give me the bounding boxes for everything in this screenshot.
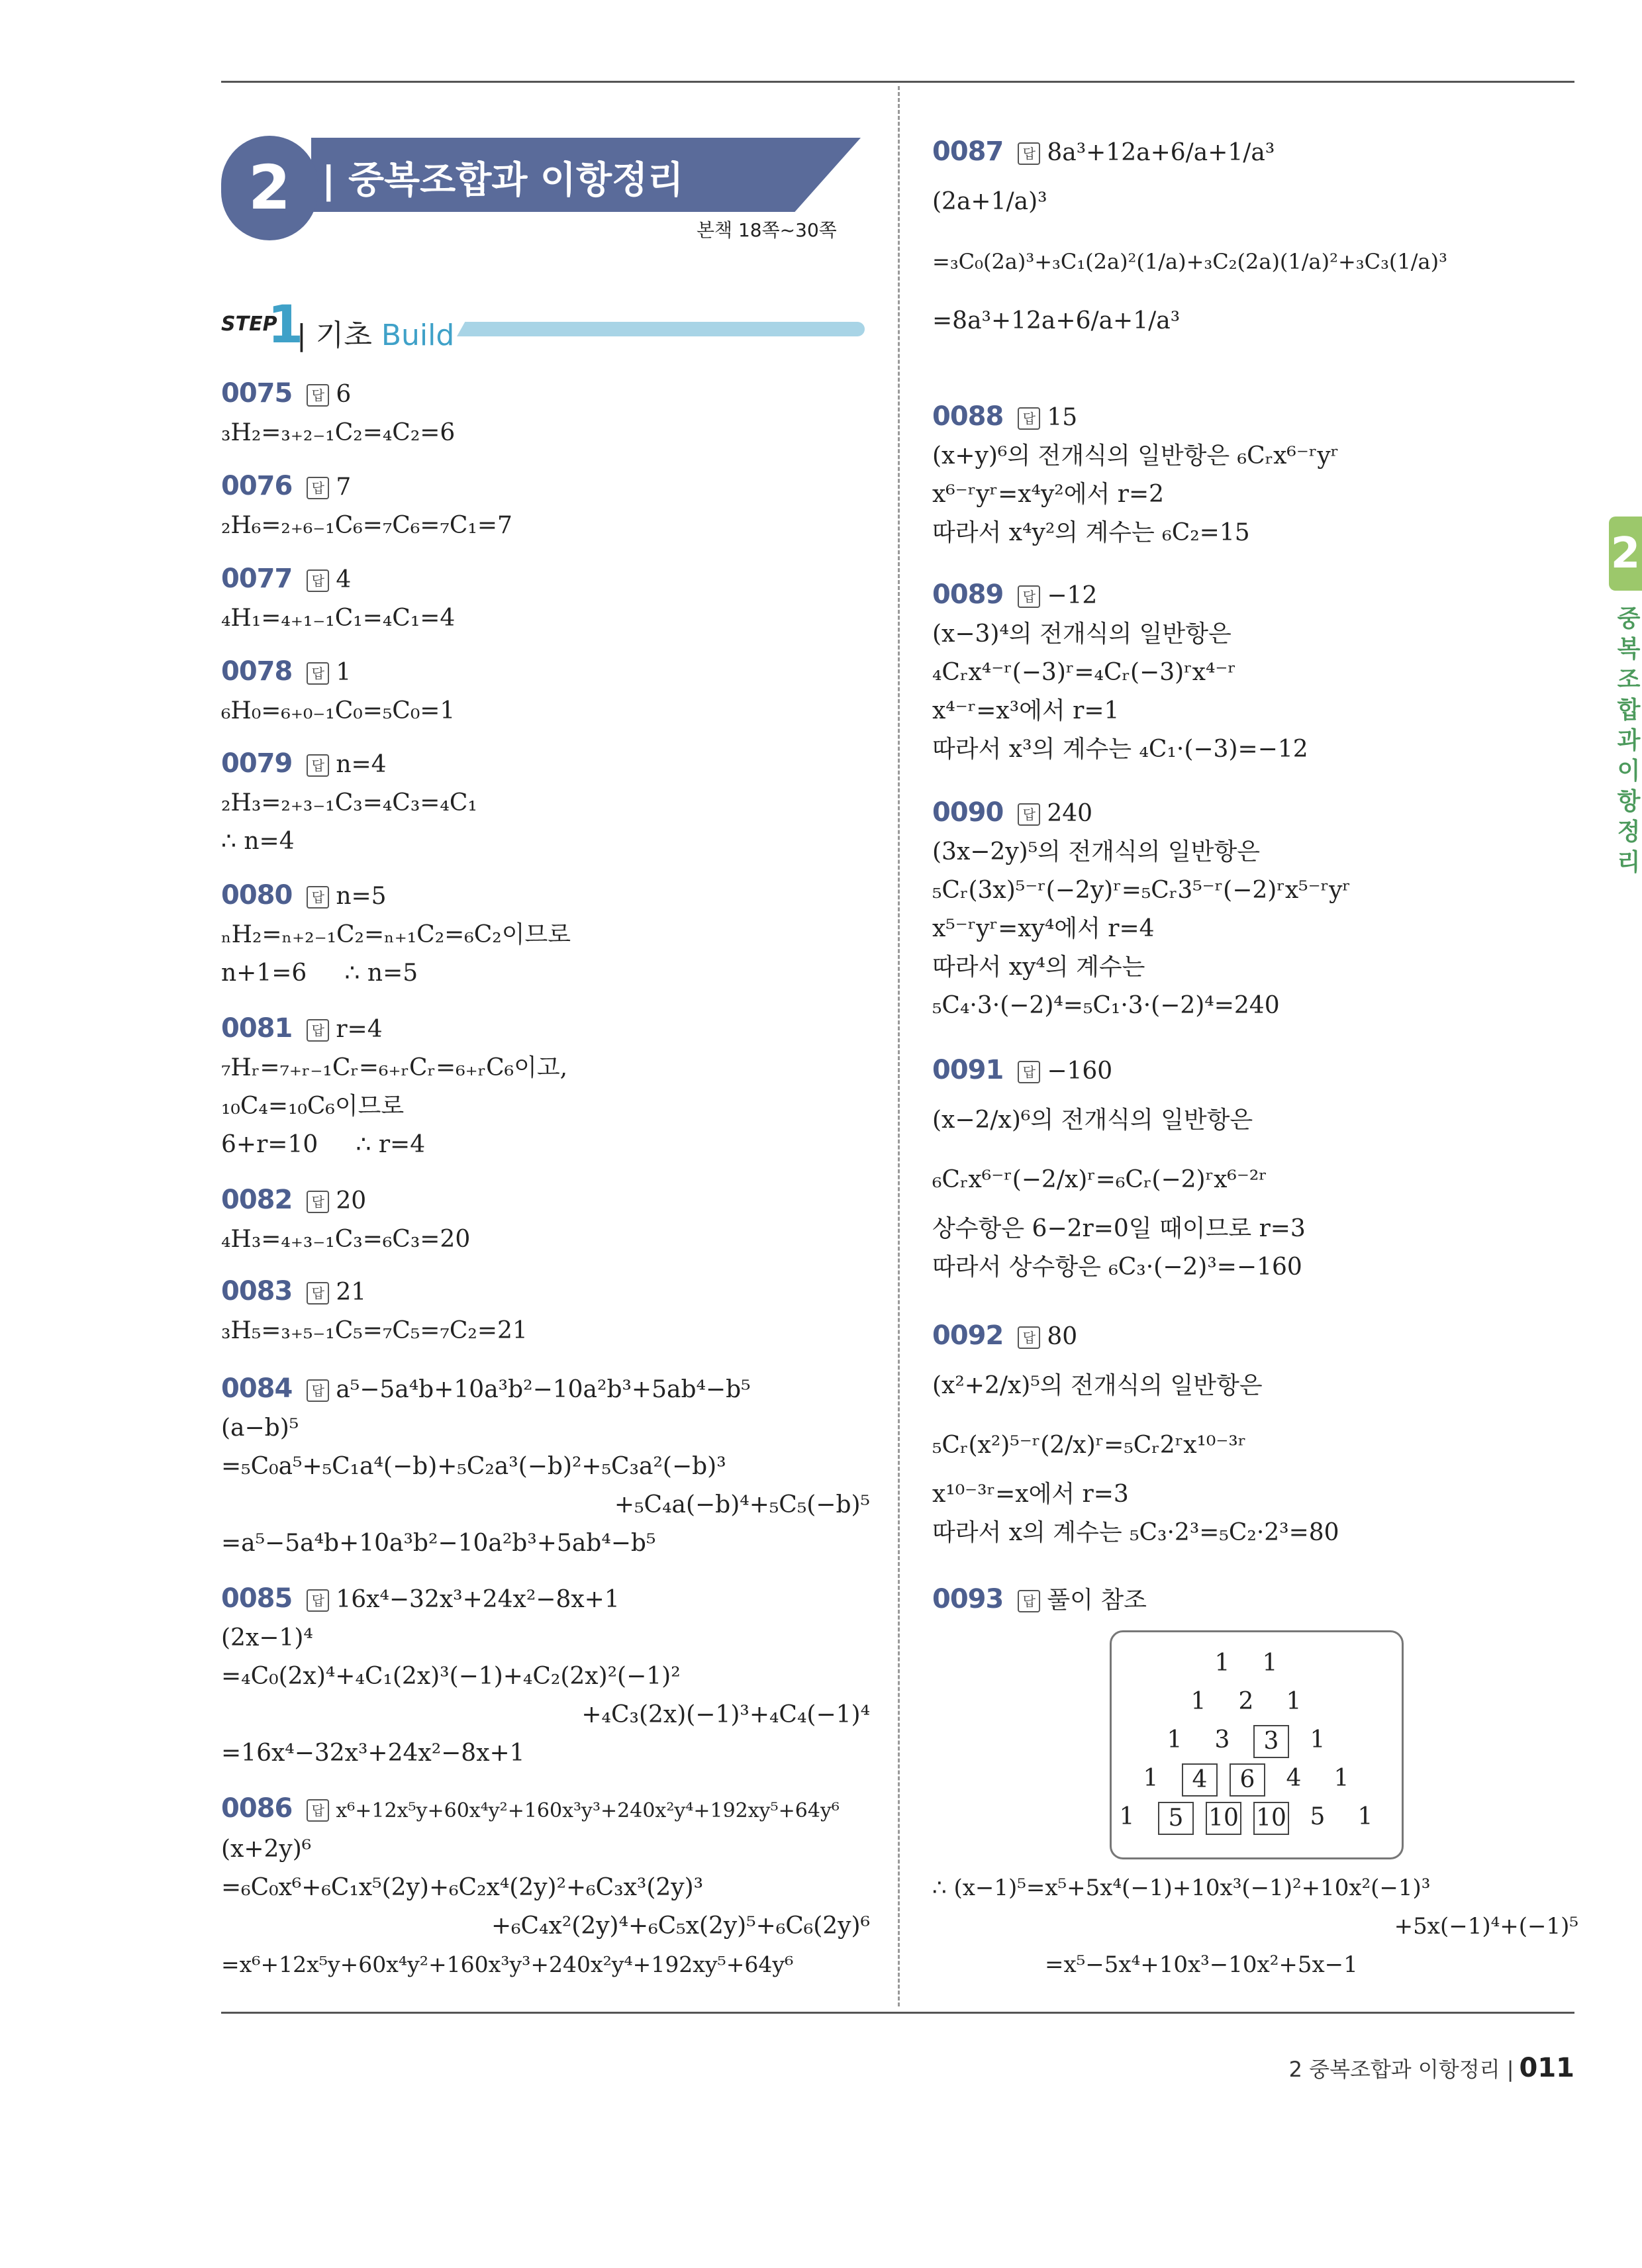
problem-answer: 풀이 참조 bbox=[1047, 1587, 1147, 1614]
step-title-kr: | 기초 bbox=[297, 319, 381, 352]
bottom-rule bbox=[221, 2012, 1574, 2014]
problem-answer: 21 bbox=[336, 1279, 367, 1306]
solution-line: 따라서 xy⁴의 계수는 bbox=[932, 954, 1145, 981]
solution-line: (x−3)⁴의 전개식의 일반항은 bbox=[932, 620, 1232, 648]
problem-0087 bbox=[932, 132, 1528, 351]
answer-icon: 답 bbox=[1018, 1326, 1040, 1349]
page-footer bbox=[1289, 2053, 1574, 2083]
solution-line: =16x⁴−32x³+24x²−8x+1 bbox=[221, 1740, 525, 1767]
problem-0079 bbox=[221, 744, 477, 861]
chapter-side-text: 중복조합과 이항정리 bbox=[1617, 605, 1641, 876]
problem-number: 0089 bbox=[932, 579, 1004, 610]
problem-answer: −160 bbox=[1047, 1058, 1113, 1085]
pascal-cell: 1 bbox=[1310, 1726, 1326, 1753]
pascal-triangle bbox=[1110, 1630, 1404, 1859]
answer-icon: 답 bbox=[1018, 142, 1040, 165]
answer-icon: 답 bbox=[307, 1191, 329, 1213]
pascal-cell: 2 bbox=[1238, 1688, 1254, 1715]
problem-answer: 20 bbox=[336, 1187, 367, 1214]
solution-line: +₅C₄a(−b)⁴+₅C₅(−b)⁵ bbox=[614, 1491, 870, 1518]
problem-number: 0082 bbox=[221, 1185, 293, 1215]
pascal-cell: 1 bbox=[1143, 1765, 1159, 1792]
solution-line: x¹⁰⁻³ʳ=x에서 r=3 bbox=[932, 1481, 1129, 1508]
solution-line: +₄C₃(2x)(−1)³+₄C₄(−1)⁴ bbox=[581, 1701, 870, 1728]
problem-0089 bbox=[932, 575, 1308, 769]
answer-icon: 답 bbox=[307, 754, 329, 777]
solution-line: 상수항은 6−2r=0일 때이므로 r=3 bbox=[932, 1215, 1306, 1242]
problem-number: 0085 bbox=[221, 1583, 293, 1614]
problem-0086 bbox=[221, 1789, 870, 1984]
solution-line: ₄H₁=₄₊₁₋₁C₁=₄C₁=4 bbox=[221, 605, 456, 632]
solution-line: ₆H₀=₆₊₀₋₁C₀=₅C₀=1 bbox=[221, 697, 456, 724]
solution-line: (x−2/x)⁶의 전개식의 일반항은 bbox=[932, 1107, 1253, 1134]
column-divider bbox=[898, 86, 900, 2006]
pascal-cell: 3 bbox=[1214, 1726, 1230, 1753]
problem-number: 0091 bbox=[932, 1055, 1004, 1085]
chapter-number: 2 bbox=[221, 136, 318, 240]
problem-0081 bbox=[221, 1009, 567, 1164]
solution-line: ₄H₃=₄₊₃₋₁C₃=₆C₃=20 bbox=[221, 1226, 471, 1253]
pascal-cell: 1 bbox=[1214, 1650, 1230, 1677]
solution-line: 따라서 x³의 계수는 ₄C₁·(−3)=−12 bbox=[932, 736, 1308, 763]
pascal-cell: 1 bbox=[1190, 1688, 1206, 1715]
solution-line: (x²+2/x)⁵의 전개식의 일반항은 bbox=[932, 1372, 1263, 1399]
answer-icon: 답 bbox=[307, 384, 329, 407]
answer-icon: 답 bbox=[307, 1282, 329, 1305]
problem-0092 bbox=[932, 1316, 1339, 1552]
solution-line: ₅C₄·3·(−2)⁴=₅C₁·3·(−2)⁴=240 bbox=[932, 992, 1280, 1019]
pascal-cell: 1 bbox=[1262, 1650, 1278, 1677]
pascal-cell-boxed: 3 bbox=[1253, 1725, 1289, 1758]
problem-answer: r=4 bbox=[336, 1016, 383, 1043]
problem-number: 0075 bbox=[221, 378, 293, 409]
solution-line: (2x−1)⁴ bbox=[221, 1624, 313, 1652]
problem-0082 bbox=[221, 1181, 470, 1259]
pascal-cell-boxed: 10 bbox=[1253, 1802, 1289, 1835]
solution-line: (a−b)⁵ bbox=[221, 1414, 299, 1442]
problem-answer: a⁵−5a⁴b+10a³b²−10a²b³+5ab⁴−b⁵ bbox=[336, 1376, 751, 1403]
answer-icon: 답 bbox=[307, 1589, 329, 1612]
pascal-cell: 1 bbox=[1357, 1803, 1373, 1830]
problem-number: 0087 bbox=[932, 136, 1004, 167]
problem-answer: 80 bbox=[1047, 1323, 1078, 1350]
solution-line: ₂H₆=₂₊₆₋₁C₆=₇C₆=₇C₁=7 bbox=[221, 512, 512, 539]
pascal-cell-boxed: 5 bbox=[1158, 1802, 1194, 1835]
problem-answer: 15 bbox=[1047, 404, 1078, 431]
pascal-cell: 1 bbox=[1167, 1726, 1183, 1753]
answer-icon: 답 bbox=[1018, 585, 1040, 608]
pascal-cell: 5 bbox=[1310, 1803, 1326, 1830]
chapter-reference: 본책 18쪽~30쪽 bbox=[697, 219, 837, 241]
problem-answer: x⁶+12x⁵y+60x⁴y²+160x³y³+240x²y⁴+192xy⁵+64y⁶ bbox=[336, 1799, 840, 1822]
problem-answer: 4 bbox=[336, 566, 352, 593]
problem-number: 0083 bbox=[221, 1276, 293, 1307]
chapter-title: | 중복조합과 이항정리 bbox=[322, 159, 684, 202]
problem-0076 bbox=[221, 467, 512, 545]
problem-number: 0081 bbox=[221, 1013, 293, 1044]
solution-line: 따라서 x⁴y²의 계수는 ₆C₂=15 bbox=[932, 519, 1250, 546]
solution-line: ₁₀C₄=₁₀C₆이므로 bbox=[221, 1093, 405, 1120]
problem-0091 bbox=[932, 1051, 1306, 1287]
pascal-cell: 1 bbox=[1119, 1803, 1135, 1830]
pascal-cell-boxed: 10 bbox=[1206, 1802, 1241, 1835]
problem-0078 bbox=[221, 652, 455, 730]
problem-answer: 1 bbox=[336, 659, 352, 686]
answer-icon: 답 bbox=[307, 1379, 329, 1402]
solution-line: ₆Cᵣx⁶⁻ʳ(−2/x)ʳ=₆Cᵣ(−2)ʳx⁶⁻²ʳ bbox=[932, 1166, 1267, 1193]
problem-number: 0076 bbox=[221, 471, 293, 501]
solution-line: ₙH₂=ₙ₊₂₋₁C₂=ₙ₊₁C₂=₆C₂이므로 bbox=[221, 921, 571, 948]
solution-line: (x+2y)⁶ bbox=[221, 1836, 312, 1863]
answer-icon: 답 bbox=[307, 1799, 329, 1822]
solution-line: x⁵⁻ʳyʳ=xy⁴에서 r=4 bbox=[932, 915, 1155, 942]
problem-answer: 240 bbox=[1047, 800, 1093, 827]
problem-number: 0092 bbox=[932, 1320, 1004, 1351]
step-title-en: Build bbox=[381, 319, 455, 352]
solution-line: 따라서 x의 계수는 ₅C₃·2³=₅C₂·2³=80 bbox=[932, 1519, 1339, 1546]
problem-answer: 16x⁴−32x³+24x²−8x+1 bbox=[336, 1586, 620, 1613]
solution-line: =₆C₀x⁶+₆C₁x⁵(2y)+₆C₂x⁴(2y)²+₆C₃x³(2y)³ bbox=[221, 1874, 704, 1901]
problem-0090 bbox=[932, 793, 1351, 1025]
solution-line: ₃H₂=₃₊₂₋₁C₂=₄C₂=6 bbox=[221, 419, 456, 446]
solution-line: ∴ n=4 bbox=[221, 828, 295, 855]
problem-0088 bbox=[932, 397, 1339, 552]
pascal-cell-boxed: 4 bbox=[1182, 1763, 1218, 1797]
answer-icon: 답 bbox=[1018, 1590, 1040, 1612]
step-number: 1 bbox=[267, 295, 304, 355]
problem-number: 0084 bbox=[221, 1373, 293, 1404]
solution-line: x⁴⁻ʳ=x³에서 r=1 bbox=[932, 697, 1120, 724]
solution-line: ₅Cᵣ(3x)⁵⁻ʳ(−2y)ʳ=₅Cᵣ3⁵⁻ʳ(−2)ʳx⁵⁻ʳyʳ bbox=[932, 877, 1351, 904]
problem-0093 bbox=[932, 1580, 1147, 1620]
solution-line: =x⁶+12x⁵y+60x⁴y²+160x³y³+240x²y⁴+192xy⁵+64y⁶ bbox=[221, 1951, 794, 1977]
problem-number: 0090 bbox=[932, 797, 1004, 828]
problem-answer: 6 bbox=[336, 381, 352, 408]
answer-icon: 답 bbox=[307, 569, 329, 592]
step-title bbox=[297, 311, 454, 354]
problem-number: 0079 bbox=[221, 748, 293, 779]
solution-line: =₄C₀(2x)⁴+₄C₁(2x)³(−1)+₄C₂(2x)²(−1)² bbox=[221, 1663, 681, 1690]
problem-answer: −12 bbox=[1047, 582, 1098, 609]
problem-number: 0088 bbox=[932, 401, 1004, 432]
answer-icon: 답 bbox=[1018, 407, 1040, 430]
solution-line: +₆C₄x²(2y)⁴+₆C₅x(2y)⁵+₆C₆(2y)⁶ bbox=[491, 1912, 870, 1940]
problem-number: 0077 bbox=[221, 564, 293, 594]
problem-0093-solution bbox=[932, 1869, 1578, 1984]
solution-line: =₅C₀a⁵+₅C₁a⁴(−b)+₅C₂a³(−b)²+₅C₃a²(−b)³ bbox=[221, 1453, 726, 1480]
answer-icon: 답 bbox=[307, 1019, 329, 1042]
solution-line: ₂H₃=₂₊₃₋₁C₃=₄C₃=₄C₁ bbox=[221, 789, 477, 816]
solution-line: (x+y)⁶의 전개식의 일반항은 ₆Cᵣx⁶⁻ʳyʳ bbox=[932, 442, 1339, 469]
top-rule bbox=[221, 81, 1574, 83]
problem-answer: 8a³+12a+6/a+1/a³ bbox=[1047, 139, 1275, 166]
solution-line: x⁶⁻ʳyʳ=x⁴y²에서 r=2 bbox=[932, 481, 1165, 508]
answer-icon: 답 bbox=[307, 477, 329, 499]
answer-icon: 답 bbox=[307, 886, 329, 909]
problem-0083 bbox=[221, 1272, 528, 1350]
pascal-cell: 4 bbox=[1286, 1765, 1302, 1792]
solution-line: =x⁵−5x⁴+10x³−10x²+5x−1 bbox=[1045, 1951, 1358, 1978]
solution-line: =₃C₀(2a)³+₃C₁(2a)²(1/a)+₃C₂(2a)(1/a)²+₃C₃(1/a)³ bbox=[932, 249, 1447, 274]
chapter-side-tab: 2 bbox=[1609, 517, 1642, 591]
problem-number: 0093 bbox=[932, 1584, 1004, 1614]
pascal-cell: 1 bbox=[1286, 1688, 1302, 1715]
footer-chapter: 2 중복조합과 이항정리 | bbox=[1288, 2057, 1514, 2082]
answer-icon: 답 bbox=[307, 662, 329, 685]
solution-line: ₃H₅=₃₊₅₋₁C₅=₇C₅=₇C₂=21 bbox=[221, 1317, 528, 1344]
problem-0085 bbox=[221, 1579, 870, 1773]
answer-icon: 답 bbox=[1018, 1061, 1040, 1083]
step-bar bbox=[457, 322, 865, 336]
problem-number: 0080 bbox=[221, 880, 293, 911]
problem-0075 bbox=[221, 374, 455, 452]
solution-line: ₄Cᵣx⁴⁻ʳ(−3)ʳ=₄Cᵣ(−3)ʳx⁴⁻ʳ bbox=[932, 659, 1236, 686]
solution-line: =8a³+12a+6/a+1/a³ bbox=[932, 307, 1181, 334]
solution-line: ∴ (x−1)⁵=x⁵+5x⁴(−1)+10x³(−1)²+10x²(−1)³ bbox=[932, 1875, 1431, 1901]
step-label: STEP bbox=[221, 313, 277, 336]
pascal-cell: 1 bbox=[1333, 1765, 1349, 1792]
solution-line: 6+r=10 ∴ r=4 bbox=[221, 1131, 426, 1158]
problem-answer: 7 bbox=[336, 473, 352, 501]
problem-number: 0078 bbox=[221, 656, 293, 687]
problem-0080 bbox=[221, 876, 571, 993]
solution-line: n+1=6 ∴ n=5 bbox=[221, 960, 418, 987]
problem-0077 bbox=[221, 560, 455, 638]
page-number: 011 bbox=[1519, 2053, 1574, 2083]
solution-line: ₇Hᵣ=₇₊ᵣ₋₁Cᵣ=₆₊ᵣCᵣ=₆₊ᵣC₆이고, bbox=[221, 1054, 568, 1081]
solution-line: =a⁵−5a⁴b+10a³b²−10a²b³+5ab⁴−b⁵ bbox=[221, 1530, 656, 1557]
solution-line: +5x(−1)⁴+(−1)⁵ bbox=[1394, 1913, 1578, 1940]
problem-answer: n=5 bbox=[336, 883, 387, 910]
answer-icon: 답 bbox=[1018, 803, 1040, 826]
pascal-cell-boxed: 6 bbox=[1230, 1763, 1265, 1797]
solution-line: (3x−2y)⁵의 전개식의 일반항은 bbox=[932, 838, 1261, 865]
problem-number: 0086 bbox=[221, 1793, 293, 1824]
solution-line: (2a+1/a)³ bbox=[932, 188, 1047, 215]
problem-answer: n=4 bbox=[336, 751, 387, 778]
solution-line: 따라서 상수항은 ₆C₃·(−2)³=−160 bbox=[932, 1254, 1302, 1281]
problem-0084 bbox=[221, 1369, 870, 1563]
solution-line: ₅Cᵣ(x²)⁵⁻ʳ(2/x)ʳ=₅Cᵣ2ʳx¹⁰⁻³ʳ bbox=[932, 1432, 1247, 1459]
